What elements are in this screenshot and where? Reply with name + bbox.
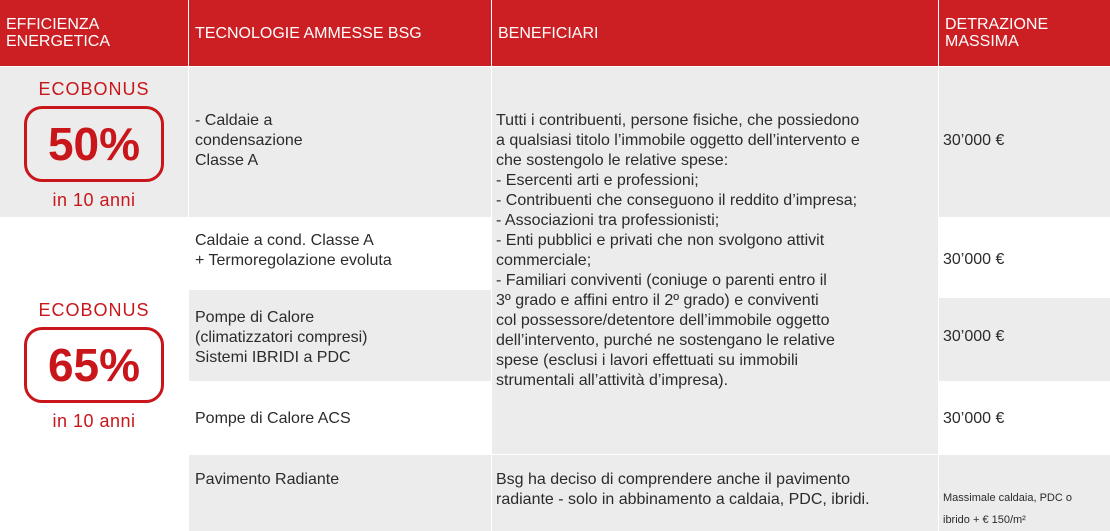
max-caldaie-termoregolazione: 30’000 €	[939, 218, 1110, 297]
max-pompe-calore: 30’000 €	[939, 298, 1110, 381]
header-tecnologie	[189, 0, 491, 66]
header-detrazione-label: DETRAZIONE MASSIMA	[945, 16, 1049, 50]
beneficiari-pavimento-text: Bsg ha deciso di comprendere anche il pavimento radiante - solo in abbinamento a caldaia, PDC, ibridi.	[492, 455, 938, 531]
max-caldaie-condensazione: 30’000 €	[939, 67, 1110, 217]
header-efficienza	[0, 0, 188, 66]
header-beneficiari	[492, 0, 938, 66]
tech-pavimento-radiante: Pavimento Radiante	[189, 455, 491, 531]
ecobonus-50-label: ECOBONUS	[38, 79, 150, 99]
tech-pompe-calore-acs: Pompe di Calore ACS	[189, 382, 491, 454]
header-beneficiari-label: BENEFICIARI	[498, 24, 599, 42]
ecobonus-65-period: in 10 anni	[52, 411, 136, 431]
ecobonus-50-cell	[0, 67, 188, 217]
ecobonus-65-percent: 65%	[24, 327, 164, 403]
ecobonus-50-badge	[0, 67, 188, 211]
ecobonus-65-badge	[0, 218, 188, 432]
ecobonus-50-percent: 50%	[24, 106, 164, 182]
max-pavimento-radiante: Massimale caldaia, PDC o ibrido + € 150/m²	[939, 455, 1110, 531]
tech-pompe-calore: Pompe di Calore (climatizzatori compresi) Sistemi IBRIDI a PDC	[189, 290, 491, 381]
ecobonus-50-period: in 10 anni	[52, 190, 136, 210]
header-tecnologie-label: TECNOLOGIE AMMESSE BSG	[195, 24, 422, 42]
header-efficienza-label: EFFICIENZA ENERGETICA	[6, 16, 111, 50]
beneficiari-text: Tutti i contribuenti, persone fisiche, che possiedono a qualsiasi titolo l’immobile oggetto dell’intervento e che sostengolo le relative spese: - Esercenti arti e professioni; - Contribuenti che conseguono il reddito d’impresa; - Associazioni tra professionisti; - Enti pubblici e privati che non svolgono attivit commerciale; - Familiari conviventi (coniuge o parenti entro il 3º grado e affini entro il 2º grado) e conviventi col possessore/detentore dell’immobile oggetto dell’intervento, purché ne sostengano le relative spese (esclusi i lavori effettuati su immobili strumentali all’attività d’impresa).	[492, 67, 938, 454]
max-pompe-calore-acs: 30’000 €	[939, 382, 1110, 454]
tech-caldaie-condensazione: - Caldaie a condensazione Classe A	[189, 67, 491, 217]
header-detrazione	[939, 0, 1110, 66]
ecobonus-65-label: ECOBONUS	[38, 300, 150, 320]
tech-caldaie-termoregolazione: Caldaie a cond. Classe A + Termoregolazione evoluta	[189, 218, 491, 289]
ecobonus-65-cell	[0, 218, 188, 531]
